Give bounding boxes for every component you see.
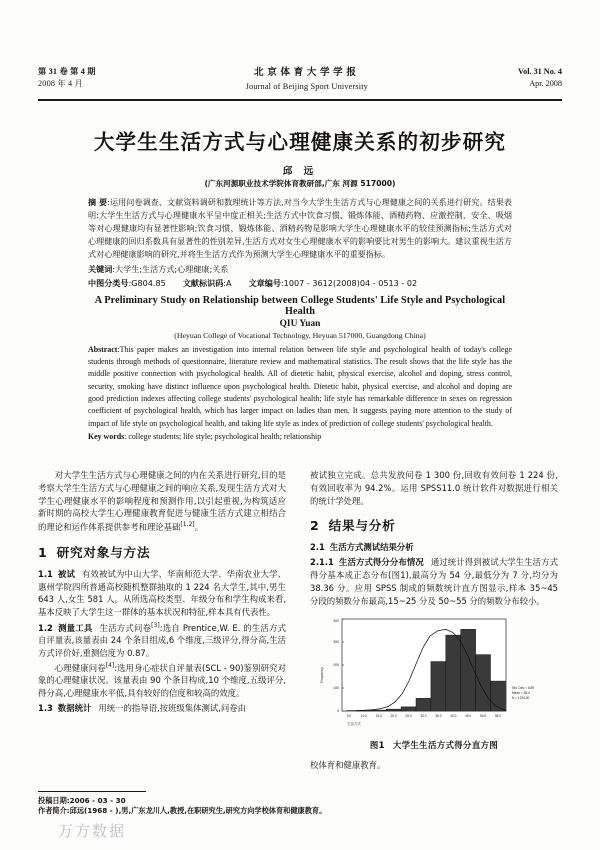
chart-annotations [512,686,534,700]
keywords-en [88,431,512,443]
bar-42.5 [461,630,476,712]
section-1-number: 1 [38,544,48,560]
submission-date-label: 投稿日期 [38,796,67,805]
classification-codes [88,277,512,290]
x-tick-10: 10.0 [360,714,367,719]
masthead [38,66,562,94]
footnote-divider [38,791,146,792]
abstract-en-label: Abstract [88,344,118,354]
section-2-title: 结果与分析 [328,518,396,534]
y-tick-300: 300 [333,640,339,645]
subsection-1-2-number: 1.2 [38,622,53,633]
subsection-2-1-title: 生活方式测试结果分析 [329,542,414,553]
subsection-1-2 [38,621,286,660]
y-axis-label: Frequency [320,667,324,684]
subsection-1-2-text-b: :选自 Prentice,W. E. 的生活方式自评量表,该量表由 24 个条目组成,6 个维度,三级评分,得分高,生活方式评价好,重测信度为 0.87。 [38,622,287,659]
clc-code: 中图分类号:G804.85 [88,277,166,288]
x-tick-40: 40.0 [450,714,457,719]
intro-paragraph [38,469,286,534]
subsection-1-1-number: 1.1 [38,568,53,579]
bar-37.5 [446,635,461,711]
subsection-1-1 [38,568,286,619]
bar-12.5 [371,710,386,711]
intro-text: 对大学生生活方式与心理健康之间的内在关系进行研究,目的是考察大学生生活方式与心理健康之间的响应关系,发现生活方式对大学生心理健康水平的影响程度和预测作用,以引起重视,为构筑适应新时期的高校大学生心理健康教育促进与健康生活方式建立相结合的理论和运作体系提供参考和理论基础 [38,470,286,532]
histogram-svg [310,613,558,733]
psych-questionnaire-paragraph [38,661,286,700]
affiliation-cn: (广东河源职业技术学院体育教研部,广东 河源 517000) [204,179,396,188]
masthead-center [96,66,518,94]
journal-title-cn: 北京体育大学学报 [254,67,360,78]
abstract-cn-text: :运用问卷调查、文献资料调研和数理统计等方法,对当今大学生生活方式与心理健康之间的关系进行研究。结果表明:大学生生活方式与心理健康水平呈中度正相关;生活方式中饮食习惯、锻炼体能、酒精药物、应激控制、安全、吸烟等对心理健康均有显著性影响;饮食习惯、锻炼体能、酒精药物是影响大学生心理健康水平的较佳预测指标;生活方式对心理健康的回归系数具有显著性的性别差异,生活方式对女生心理健康水平的影响要比对男生的影响大。建议重视生活方式对心理健康影响的研究,并将生生活方式作为预测大学生心理健康水平的重要指标。 [88,197,512,260]
subsection-2-1-1-text: 通过统计得到被试大学生生活方式得分基本成正态分布(图1),最高分为 54 分,最低分为 7 分,均分为 38.36 分。应用 SPSS 制成的频数统计直方图显示,样本 35~45 分段的频数分布最高,15~25 分及 50~55 分的频数分布较小。 [310,557,559,606]
affiliation-en: (Heyuan College of Vocational Technology, Heyuan 517000, Guangdong China) [174,330,426,340]
annotation-std-dev: Std. Dev = 6.89 [512,686,535,691]
article-id: 文章编号:1007 - 3612(2008)04 - 0513 - 02 [248,277,418,288]
x-tick-30: 30.0 [420,714,427,719]
psych-questionnaire-label: 心理健康问卷 [54,662,106,673]
subsection-1-2-citation-a: [3] [151,621,160,629]
submission-date [38,796,338,806]
x-tick-15: 15.0 [375,714,382,719]
keywords-cn-label: 关键词 [88,263,113,274]
masthead-right [518,66,562,91]
abstract-cn [88,196,512,262]
keywords-cn [88,263,512,276]
bar-52.5 [491,681,506,711]
volume-issue-cn: 第 31 卷 第 4 期 [38,67,96,76]
author-bio-value: :邱远(1968 - ),男,广东龙川人,教授,在职研究生,研究方向学校体育和健康教育。 [66,806,327,816]
author-bio [38,806,338,816]
abstract-zone [88,196,512,443]
body-column-left [38,469,286,716]
subsection-1-3-text: 用统一的指导语,按班级集体测试,问卷由 [98,703,247,714]
subsection-1-1-title: 被试 [57,568,75,579]
masthead-divider [38,99,562,101]
bar-27.5 [416,699,431,712]
heading-section-2 [310,516,558,535]
document-code: 文献标识码:A [182,277,232,288]
body-column-right [310,469,558,773]
x-tick-5: 5.0 [346,714,352,719]
subsection-2-1-1-number: 2.1.1 [310,557,334,568]
author-en: QIU Yuan [279,318,321,329]
bar-47.5 [476,655,491,711]
y-tick-400: 400 [333,619,339,624]
subsection-2-1-number: 2.1 [310,542,325,553]
x-tick-20: 20.0 [390,714,397,719]
submission-date-value: :2006 - 03 - 30 [66,796,126,805]
abstract-cn-label: 摘 要 [88,197,108,207]
x-tick-50: 50.0 [480,714,487,719]
subsection-1-3-title: 数据统计 [57,703,92,714]
annotation-n: N = 1224.00 [512,696,530,701]
subsection-1-3-number: 1.3 [38,703,53,714]
x-tick-35: 35.0 [435,714,442,719]
method-continuation-paragraph: 被试独立完成。总共发放问卷 1 300 份,回收有效问卷 1 224 份,有效回收率为 94.2%。运用 SPSS11.0 统计软件对数据进行相关的统计学处理。 [310,470,558,506]
x-tick-55: 55.0 [494,714,502,719]
title-en: A Preliminary Study on Relationship between College Students' Life Style and Psychological Health [94,294,506,317]
y-tick-100: 100 [333,686,339,691]
intro-period: 。 [194,521,203,532]
date-en: Apr. 2008 [529,79,562,89]
x-tick-25: 25.0 [405,714,412,719]
figure-1-caption-text: 大学生生活方式得分直方图 [392,740,499,751]
subsection-2-1 [310,541,558,554]
x-axis-label: 生活方式 [347,722,361,727]
section-2-number: 2 [310,518,320,534]
psych-questionnaire-text: :选用身心症状自评量表(SCL - 90)鉴别研究对象的心理健康状况。该量表由 90 个条目构成,10 个维度,五级评分,得分高,心理健康水平低,具有较好的信度和较高的效度。 [38,662,286,699]
journal-title-en: Journal of Beijing Sport University [245,82,368,92]
bar-32.5 [431,662,446,711]
subsection-1-3 [38,702,286,715]
author-cn: 邱 远 [282,166,318,177]
author-bio-label: 作者简介 [38,806,67,816]
intro-citation: [1,2] [180,521,195,529]
subsection-2-1-1 [310,556,558,607]
abstract-en [88,344,512,430]
date-cn: 2008 年 4 月 [38,79,83,89]
keywords-en-value: : college students; life style; psychological health; relationship [124,432,322,442]
volume-issue-en: Vol. 31 No. 4 [517,67,562,76]
watermark: 万方数据 [58,822,127,840]
subsection-1-2-title: 测量工具 [57,622,93,633]
histogram-chart [310,613,558,733]
figure-1 [310,613,558,752]
subsection-2-1-1-title: 生活方式得分分布情况 [338,557,424,568]
section-1-title: 研究对象与方法 [56,544,151,560]
figure-1-caption [310,739,558,752]
x-tick-45: 45.0 [465,714,472,719]
bar-22.5 [401,707,416,711]
psych-questionnaire-citation: [4] [105,661,115,669]
abstract-en-text: :This paper makes an investigation into internal relation between life style and psychological health of today's college students through methods of questionnaire, literature review and mathematical statistics. The result shows that the life style has the middle positive connection with psychological health. All of dietetic habit, physical exercise, alcohol and doping, stress control, security, smoking have distinct influence upon psychological health. Dietetic habit, physical exercise, and alcohol and doping are good prediction indexes affecting college students' psychological health; life style has remarkable difference in sexes on regression coefficient of psychological health, which has larger impact on ladies than men. It suggests paying more attention to the study of impact of life style on psychological health, and taking life style as index of prediction of college students' psychological health. [88,344,512,428]
annotation-mean: Mean = 38.4 [512,691,530,696]
y-tick-0: 0 [337,709,339,714]
page-title: 大学生生活方式与心理健康关系的初步研究 [93,130,507,154]
bar-17.5 [386,709,401,711]
keywords-en-label: Key words [88,432,125,442]
subsection-1-1-text: 有效被试为中山大学、华南师范大学、华南农业大学、惠州学院四所普通高校随机整群抽取的 1 224 名大学生,其中,男生 643 人,女生 581 人。从所选高校类型、年级分布和学生构成来看,基本反映了大学生这一群体的基本状况和特征,样本具有代表性。 [38,568,287,618]
x-axis [347,714,501,718]
footnote [38,796,338,817]
post-figure-text: 校体育和健康教育。 [310,760,386,771]
keywords-cn-value: :大学生;生活方式;心理健康;关系 [112,263,229,274]
y-tick-200: 200 [333,663,339,668]
masthead-left [38,66,96,91]
subsection-1-2-text-a: 生活方式问卷 [99,622,152,633]
heading-section-1 [38,543,286,562]
figure-1-number: 图1 [369,740,385,751]
